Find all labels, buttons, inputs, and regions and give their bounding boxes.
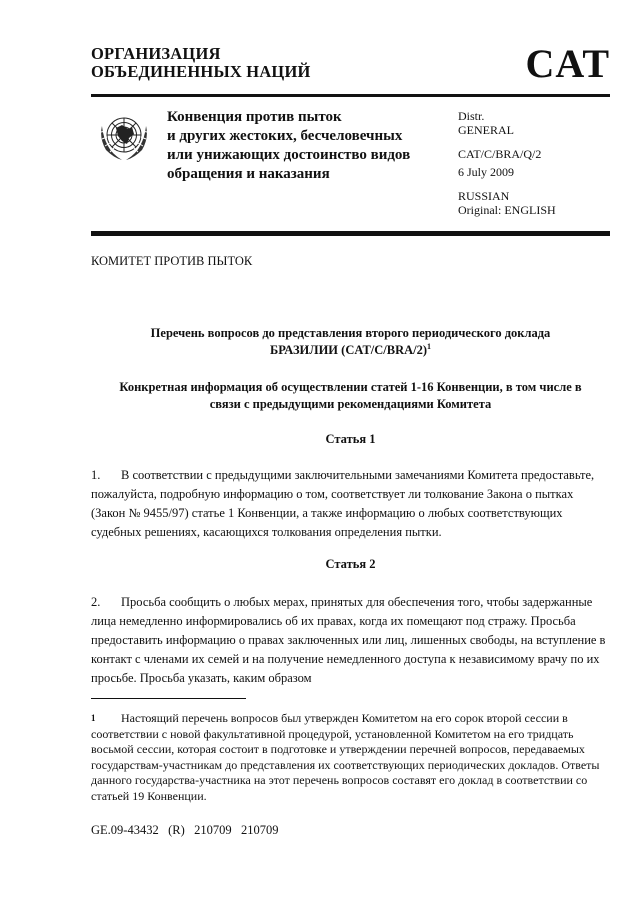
paragraph-number: 2.	[91, 595, 101, 609]
footnote-number: 1	[91, 713, 96, 723]
convention-title-line: и других жестоких, бесчеловечных	[167, 128, 403, 144]
paragraph-number: 1.	[91, 468, 101, 482]
article-paragraph	[91, 466, 610, 542]
original-language: Original: ENGLISH	[458, 202, 556, 217]
footnote-separator	[91, 698, 246, 699]
document-title-country: БРАЗИЛИИ (CAT/C/BRA/2)	[269, 343, 428, 357]
un-emblem-icon	[94, 108, 154, 166]
document-subtitle-line-1: Конкретная информация об осуществлении статей 1-16 Конвенции, в том числе в	[119, 380, 582, 394]
footnote-reference[interactable]: 1	[427, 341, 432, 351]
footnote	[91, 711, 610, 804]
document-title-line-2	[91, 342, 610, 359]
distribution-value: GENERAL	[458, 122, 514, 137]
organization-line-1: ОРГАНИЗАЦИЯ	[91, 44, 221, 63]
paragraph-text: В соответствии с предыдущими заключительными замечаниями Комитета предоставьте, пожалуйста, подробную информацию о том, соответствует ли толкование Закона о пытках (Закон № 9455/97) статье 1 Конвенции, а также информацию о любых соответствующих судебных решениях, касающихся толкования определения пытки.	[91, 468, 595, 539]
article-heading: Статья 1	[325, 432, 376, 446]
paragraph-text: Просьба сообщить о любых мерах, принятых для обеспечения того, чтобы задержанные лица немедленно информировались об их правах, когда их помещают под стражу. Просьба предоставить информацию о правах заключенных или лиц, лишенных свободы, на вступление в контакт с членами их семей и на получение немедленного доступа к независимому врачу по их просьбе. Просьба указать, каким образом	[91, 595, 606, 685]
article-paragraph	[91, 593, 610, 688]
header-bottom-rule	[91, 231, 610, 236]
organization-line-2: ОБЪЕДИНЕННЫХ НАЦИЙ	[91, 62, 311, 81]
convention-title-line: Конвенция против пыток	[167, 109, 342, 125]
document-metadata	[458, 110, 556, 217]
convention-title-line: или унижающих достоинство видов	[167, 147, 411, 163]
convention-title	[167, 108, 410, 184]
footnote-text: Настоящий перечень вопросов был утвержден Комитетом на его сорок второй сессии в соответствии с новой факультативной процедурой, установленной Комитетом на его тридцать восьмой сессии, которая состоит в подготовке и утверждении перечней вопросов, передаваемых государствам-участникам до представления их соответствующих периодических докладов. Ответы данного государства-участника на этот перечень вопросов составят его доклад в соответствии со статьей 19 Конвенции.	[91, 711, 600, 803]
article-heading: Статья 2	[325, 557, 376, 571]
series-symbol: CAT	[525, 41, 610, 86]
document-language: RUSSIAN	[458, 189, 510, 203]
job-number: GE.09-43432 (R) 210709 210709	[91, 823, 279, 837]
convention-title-line: обращения и наказания	[167, 166, 330, 182]
document-subtitle	[91, 379, 610, 413]
committee-name: КОМИТЕТ ПРОТИВ ПЫТОК	[91, 254, 253, 268]
header-top-rule	[91, 94, 610, 97]
document-subtitle-line-2: связи с предыдущими рекомендациями Комитета	[209, 397, 492, 411]
document-title	[91, 325, 610, 359]
document-date: 6 July 2009	[458, 164, 515, 179]
document-title-line-1: Перечень вопросов до представления второго периодического доклада	[150, 326, 551, 340]
document-symbol: CAT/C/BRA/Q/2	[458, 147, 542, 161]
organization-name	[91, 45, 311, 81]
distribution-label: Distr.	[458, 109, 485, 123]
